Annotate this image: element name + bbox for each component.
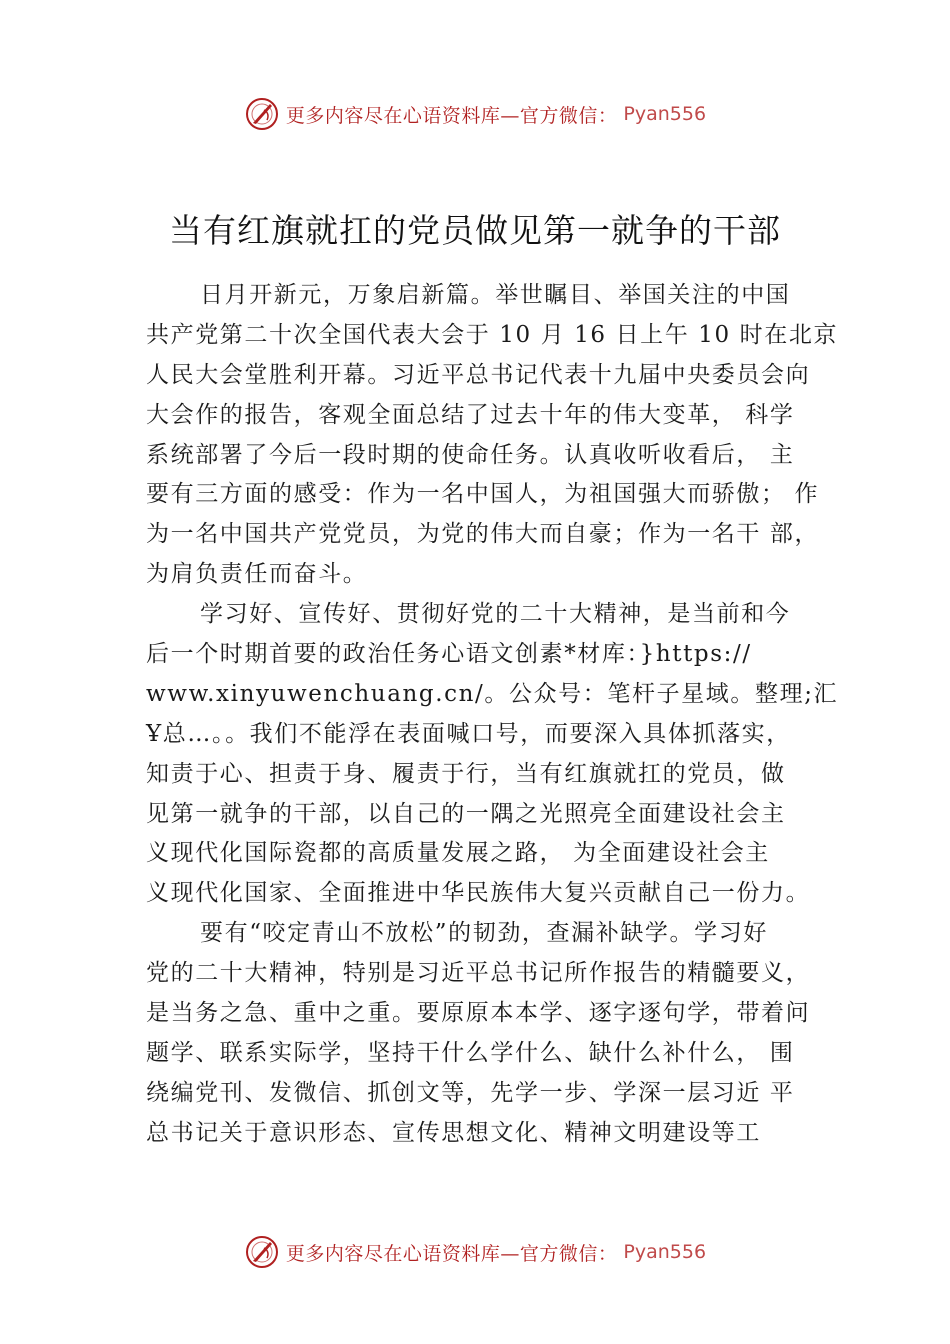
text-line: 绕编党刊、发微信、抓创文等，先学一步、学深一层习近 平 xyxy=(146,1079,795,1106)
text-line: 大会作的报告，客观全面总结了过去十年的伟大变革， 科学 xyxy=(146,401,795,428)
text-line: 义现代化国际瓷都的高质量发展之路， 为全面建设社会主 xyxy=(146,840,770,867)
text-line: 是当务之急、重中之重。要原原本本学、逐字逐句学，带着问 xyxy=(146,1000,811,1027)
text-line: 总书记关于意识形态、宣传思想文化、精神文明建设等工 xyxy=(146,1119,761,1146)
text-line: Ұ总…。。我们不能浮在表面喊口号，而要深入具体抓落实， xyxy=(146,720,791,747)
text-line: 后一个时期首要的政治任务心语文创素*材库：}https:// xyxy=(146,641,752,668)
footer-banner xyxy=(0,1230,950,1274)
text-line: 为肩负责任而奋斗。 xyxy=(146,561,368,588)
text-line: 共产党第二十次全国代表大会于 10 月 16 日上午 10 时在北京 xyxy=(146,321,839,348)
text-line: 知责于心、担责于身、履责于行，当有红旗就扛的党员，做 xyxy=(146,760,786,787)
banner-wechat-id: Pyan556 xyxy=(623,1241,707,1263)
banner-wechat-id: Pyan556 xyxy=(623,103,707,125)
body-text xyxy=(146,276,839,1154)
text-line: 见第一就争的干部，以自己的一隅之光照亮全面建设社会主 xyxy=(146,800,786,827)
text-line: 人民大会堂胜利开幕。习近平总书记代表十九届中央委员会向 xyxy=(146,361,811,388)
text-line: 党的二十大精神，特别是习近平总书记所作报告的精髓要义， xyxy=(146,960,811,987)
text-line: www.xinyuwenchuang.cn/。公众号：笔杆子星域。整理;汇 xyxy=(146,680,839,707)
text-line: 要有三方面的感受：作为一名中国人，为祖国强大而骄傲； 作 xyxy=(146,481,820,508)
header-banner xyxy=(0,92,950,136)
banner-text: 更多内容尽在心语资料库—官方微信： xyxy=(285,104,618,127)
banner-text: 更多内容尽在心语资料库—官方微信： xyxy=(285,1242,618,1265)
quill-logo-icon xyxy=(244,96,280,132)
text-line: 日月开新元，万象启新篇。举世瞩目、举国关注的中国 xyxy=(200,282,791,308)
text-line: 学习好、宣传好、贯彻好党的二十大精神，是当前和今 xyxy=(200,601,791,628)
document-title: 当有红旗就扛的党员做见第一就争的干部 xyxy=(169,211,781,251)
text-line: 义现代化国家、全面推进中华民族伟大复兴贡献自己一份力。 xyxy=(146,880,811,907)
text-line: 要有“咬定青山不放松”的韧劲，查漏补缺学。学习好 xyxy=(200,920,768,947)
text-line: 为一名中国共产党党员，为党的伟大而自豪；作为一名干 部， xyxy=(146,521,820,548)
text-line: 题学、联系实际学，坚持干什么学什么、缺什么补什么， 围 xyxy=(146,1039,795,1066)
quill-logo-icon xyxy=(244,1234,280,1270)
text-line: 系统部署了今后一段时期的使命任务。认真收听收看后， 主 xyxy=(146,441,795,468)
